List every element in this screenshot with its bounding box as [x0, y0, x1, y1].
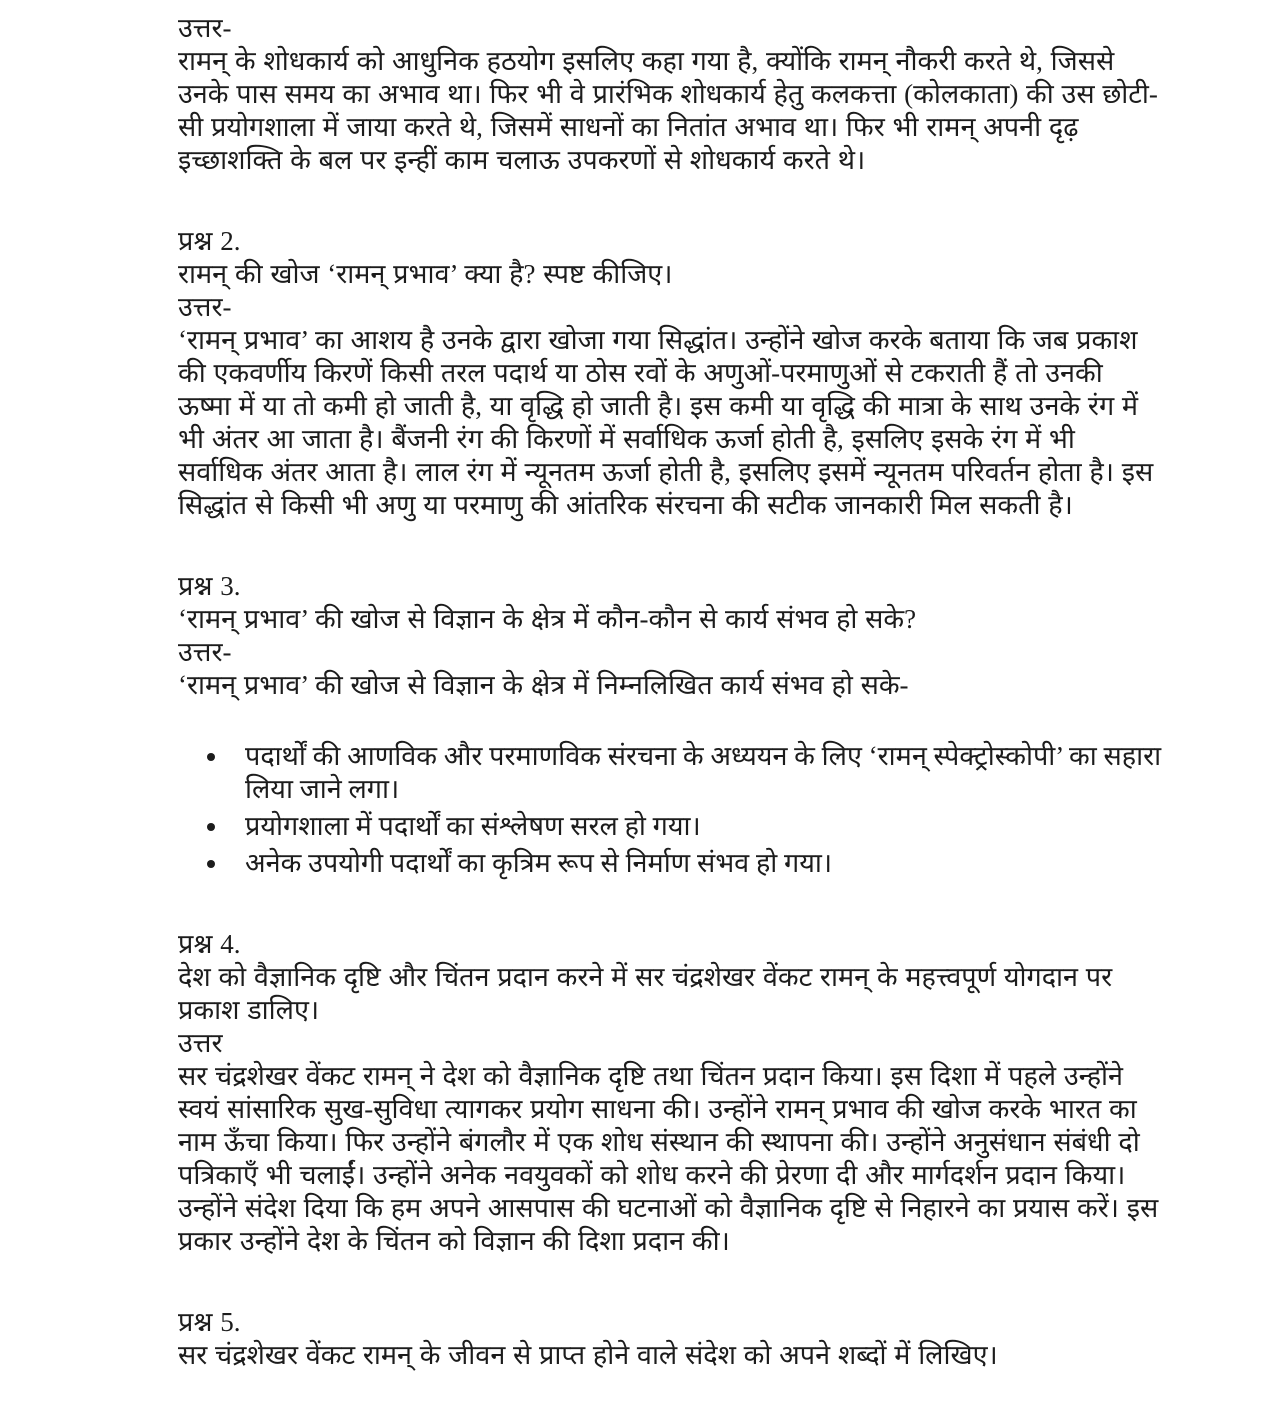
- answer-text: सर चंद्रशेखर वेंकट रामन् ने देश को वैज्ञानिक दृष्टि तथा चिंतन प्रदान किया। इस दिशा में पहले उन्होंने स्वयं सांसारिक सुख-सुविधा त्यागकर प्रयोग साधना की। उन्होंने रामन् प्रभाव की खोज करके भारत का नाम ऊँचा किया। फिर उन्होंने बंगलौर में एक शोध संस्थान की स्थापना की। उन्होंने अनुसंधान संबंधी दो पत्रिकाएँ भी चलाईं। उन्होंने अनेक नवयुवकों को शोध करने की प्रेरणा दी और मार्गदर्शन प्रदान किया। उन्होंने संदेश दिया कि हम अपने आसपास की घटनाओं को वैज्ञानिक दृष्टि से निहारने का प्रयास करें। इस प्रकार उन्होंने देश के चिंतन को विज्ञान की दिशा प्रदान की।: [178, 1061, 1159, 1256]
- qa-block-4: [178, 928, 1163, 1258]
- answer-label: उत्तर-: [178, 13, 232, 43]
- bullet-item: [207, 810, 1163, 843]
- question-number: प्रश्न 5.: [178, 1307, 241, 1337]
- bullet-text: पदार्थों की आणविक और परमाणविक संरचना के अध्ययन के लिए ‘रामन् स्पेक्ट्रोस्कोपी’ का सहारा लिया जाने लगा।: [245, 741, 1162, 804]
- question-text: रामन् की खोज ‘रामन् प्रभाव’ क्या है? स्पष्ट कीजिए।: [178, 259, 673, 289]
- qa-block-3: [178, 570, 1163, 880]
- qa-block-1: [178, 12, 1163, 177]
- question-text: ‘रामन् प्रभाव’ की खोज से विज्ञान के क्षेत्र में कौन-कौन से कार्य संभव हो सके?: [178, 604, 917, 634]
- bullet-icon: [207, 823, 215, 831]
- bullet-icon: [207, 860, 215, 868]
- question-text: देश को वैज्ञानिक दृष्टि और चिंतन प्रदान करने में सर चंद्रशेखर वेंकट रामन् के महत्त्वपूर्ण योगदान पर प्रकाश डालिए।: [178, 962, 1113, 1025]
- question-number: प्रश्न 4.: [178, 929, 241, 959]
- answer-label: उत्तर-: [178, 292, 232, 322]
- answer-label: उत्तर-: [178, 637, 232, 667]
- bullet-text: प्रयोगशाला में पदार्थों का संश्लेषण सरल हो गया।: [245, 811, 701, 841]
- answer-bullet-list: [178, 740, 1163, 880]
- qa-block-5: [178, 1306, 1163, 1372]
- bullet-icon: [207, 753, 215, 761]
- bullet-item: [207, 847, 1163, 880]
- answer-intro: ‘रामन् प्रभाव’ की खोज से विज्ञान के क्षेत्र में निम्नलिखित कार्य संभव हो सके-: [178, 670, 909, 700]
- question-number: प्रश्न 2.: [178, 226, 241, 256]
- question-number: प्रश्न 3.: [178, 571, 241, 601]
- bullet-text: अनेक उपयोगी पदार्थों का कृत्रिम रूप से निर्माण संभव हो गया।: [245, 848, 833, 878]
- answer-text: ‘रामन् प्रभाव’ का आशय है उनके द्वारा खोजा गया सिद्धांत। उन्होंने खोज करके बताया कि जब प्रकाश की एकवर्णीय किरणें किसी तरल पदार्थ या ठोस रवों के अणुओं-परमाणुओं से टकराती हैं तो उनकी ऊष्मा में या तो कमी हो जाती है, या वृद्धि हो जाती है। इस कमी या वृद्धि की मात्रा के साथ उनके रंग में भी अंतर आ जाता है। बैंजनी रंग की किरणों में सर्वाधिक ऊर्जा होती है, इसलिए इसके रंग में भी सर्वाधिक अंतर आता है। लाल रंग में न्यूनतम ऊर्जा होती है, इसलिए इसमें न्यूनतम परिवर्तन होता है। इस सिद्धांत से किसी भी अणु या परमाणु की आंतरिक संरचना की सटीक जानकारी मिल सकती है।: [178, 325, 1154, 520]
- qa-block-2: [178, 225, 1163, 522]
- answer-label: उत्तर: [178, 1028, 223, 1058]
- answer-text: रामन् के शोधकार्य को आधुनिक हठयोग इसलिए कहा गया है, क्योंकि रामन् नौकरी करते थे, जिससे उनके पास समय का अभाव था। फिर भी वे प्रारंभिक शोधकार्य हेतु कलकत्ता (कोलकाता) की उस छोटी-सी प्रयोगशाला में जाया करते थे, जिसमें साधनों का नितांत अभाव था। फिर भी रामन् अपनी दृढ़ इच्छाशक्ति के बल पर इन्हीं काम चलाऊ उपकरणों से शोधकार्य करते थे।: [178, 46, 1158, 175]
- bullet-item: [207, 740, 1163, 806]
- question-text: सर चंद्रशेखर वेंकट रामन् के जीवन से प्राप्त होने वाले संदेश को अपने शब्दों में लिखिए।: [178, 1340, 998, 1370]
